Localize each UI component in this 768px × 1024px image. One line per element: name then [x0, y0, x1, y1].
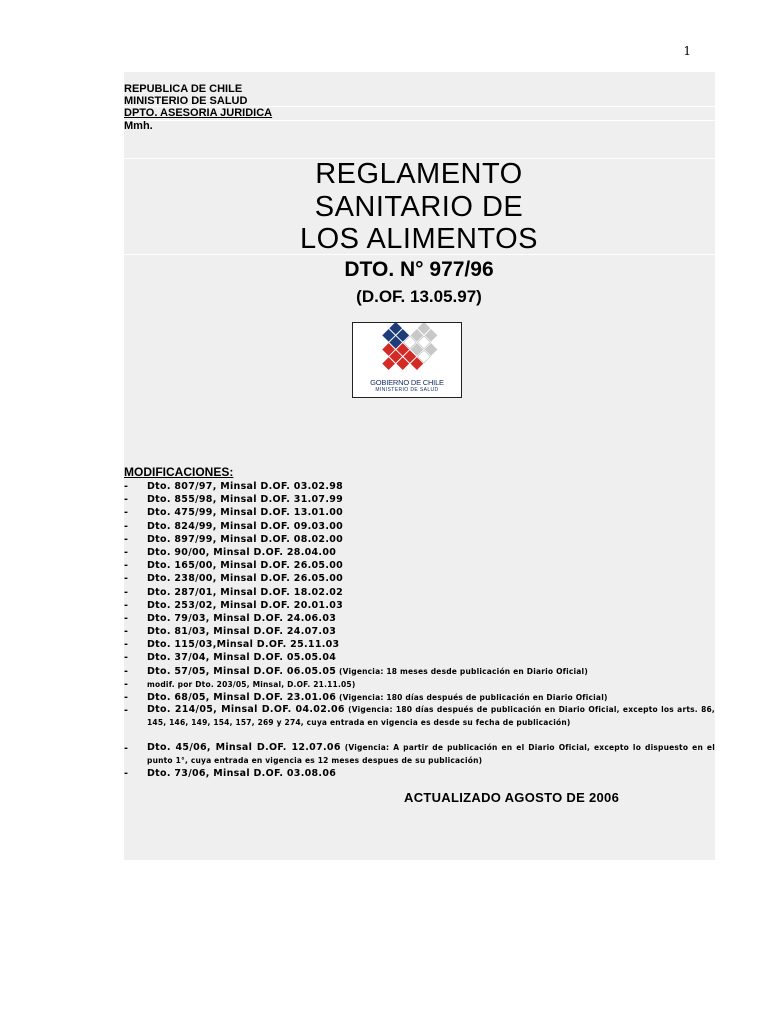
updated-date: ACTUALIZADO AGOSTO DE 2006: [404, 790, 620, 805]
modification-decree: Dto. 253/02, Minsal D.OF. 20.01.03: [147, 599, 344, 611]
list-dash: -: [124, 612, 129, 624]
modification-decree: modif. por Dto. 203/05, Minsal, D.OF. 21.11.05): [147, 679, 356, 689]
modification-item: [124, 520, 715, 533]
header-department: DPTO. ASESORIA JURIDICA: [124, 107, 273, 119]
modification-item: [124, 506, 715, 519]
modification-item: [124, 586, 715, 599]
modification-decree: Dto. 855/98, Minsal D.OF. 31.07.99: [147, 494, 344, 506]
modification-item: [124, 691, 715, 704]
modification-decree: Dto. 897/99, Minsal D.OF. 08.02.00: [147, 533, 344, 545]
modifications-heading: MODIFICACIONES:: [124, 465, 234, 479]
modification-item: [124, 612, 715, 625]
modification-item: [124, 599, 715, 612]
list-dash: -: [124, 768, 129, 780]
modification-decree: Dto. 287/01, Minsal D.OF. 18.02.02: [147, 586, 344, 598]
modification-note: (Vigencia: 180 días después de publicación en Diario Oficial): [336, 693, 608, 702]
modification-decree: Dto. 45/06, Minsal D.OF. 12.07.06: [147, 742, 341, 754]
list-dash: -: [124, 678, 129, 690]
modification-item: [124, 665, 715, 678]
modification-item: [124, 559, 715, 572]
list-dash: -: [124, 520, 129, 532]
modification-decree: Dto. 214/05, Minsal D.OF. 04.02.06: [147, 704, 345, 716]
logo-subtitle: MINISTERIO DE SALUD: [375, 387, 439, 393]
list-dash: -: [124, 481, 129, 492]
modification-item: [124, 678, 715, 691]
modification-item: [124, 572, 715, 585]
government-logo: [352, 322, 462, 398]
list-dash: -: [124, 494, 129, 506]
modification-note: (Vigencia: 180 días después de publicación en Diario Oficial, excepto los arts. 86, 145, 146, 149, 154, 157, 269 y 274, cuya entrada en vigencia es desde su fecha de publicación): [147, 705, 715, 727]
modification-decree: Dto. 90/00, Minsal D.OF. 28.04.00: [147, 546, 337, 558]
list-dash: -: [124, 573, 129, 585]
modification-item: [124, 493, 715, 506]
list-dash: -: [124, 743, 129, 755]
modification-item: [124, 742, 715, 767]
list-dash: -: [124, 507, 129, 519]
page-number: 1: [683, 44, 691, 58]
modification-decree: Dto. 807/97, Minsal D.OF. 03.02.98: [147, 481, 344, 492]
modification-item: [124, 533, 715, 546]
modification-decree: Dto. 37/04, Minsal D.OF. 05.05.04: [147, 652, 337, 664]
modification-decree: Dto. 475/99, Minsal D.OF. 13.01.00: [147, 507, 344, 519]
header-republic: REPUBLICA DE CHILE: [124, 83, 243, 95]
list-dash: -: [124, 705, 129, 717]
modification-decree: Dto. 81/03, Minsal D.OF. 24.07.03: [147, 626, 337, 638]
list-dash: -: [124, 560, 129, 572]
modification-item: [124, 638, 715, 651]
header-initials: Mmh.: [124, 120, 153, 132]
list-dash: -: [124, 652, 129, 664]
title-line-3: LOS ALIMENTOS: [299, 223, 539, 255]
list-dash: -: [124, 639, 129, 651]
modification-decree: Dto. 79/03, Minsal D.OF. 24.06.03: [147, 612, 337, 624]
modification-item: [124, 546, 715, 559]
list-dash: -: [124, 692, 129, 703]
modification-item: [124, 767, 715, 780]
list-dash: -: [124, 599, 129, 611]
list-dash: -: [124, 665, 129, 677]
modification-decree: Dto. 824/99, Minsal D.OF. 09.03.00: [147, 520, 344, 532]
modification-note: (Vigencia: A partir de publicación en el Diario Oficial, excepto lo dispuesto en el punto 1°, cuya entrada en vigencia es 12 meses despues de su publicación): [147, 743, 715, 765]
modification-note: (Vigencia: 18 meses desde publicación en Diario Oficial): [336, 666, 588, 676]
logo-title: GOBIERNO DE CHILE: [370, 378, 444, 387]
modification-decree: Dto. 115/03,Minsal D.OF. 25.11.03: [147, 639, 340, 651]
header-ministry: MINISTERIO DE SALUD: [124, 95, 248, 107]
modification-item: [124, 480, 715, 493]
list-dash: -: [124, 546, 129, 558]
modifications-list: [124, 480, 715, 780]
publication-date: (D.OF. 13.05.97): [356, 287, 482, 306]
list-dash: -: [124, 626, 129, 638]
modification-decree: Dto. 73/06, Minsal D.OF. 03.08.06: [147, 768, 337, 780]
list-dash: -: [124, 533, 129, 545]
title-line-2: SANITARIO DE: [314, 191, 524, 223]
modification-decree: Dto. 165/00, Minsal D.OF. 26.05.00: [147, 560, 344, 572]
modification-item: [124, 625, 715, 638]
cover-panel: [124, 72, 715, 860]
modification-decree: Dto. 238/00, Minsal D.OF. 26.05.00: [147, 573, 344, 585]
modification-decree: Dto. 57/05, Minsal D.OF. 06.05.05: [147, 665, 337, 677]
decree-number: DTO. N° 977/96: [344, 258, 494, 281]
modification-item: [124, 651, 715, 664]
modification-decree: Dto. 68/05, Minsal D.OF. 23.01.06: [147, 692, 337, 703]
list-dash: -: [124, 586, 129, 598]
header-divider: [124, 120, 715, 121]
modification-item: [124, 704, 715, 742]
gobierno-de-chile-emblem-icon: [353, 323, 461, 379]
title-line-1: REGLAMENTO: [315, 158, 523, 190]
